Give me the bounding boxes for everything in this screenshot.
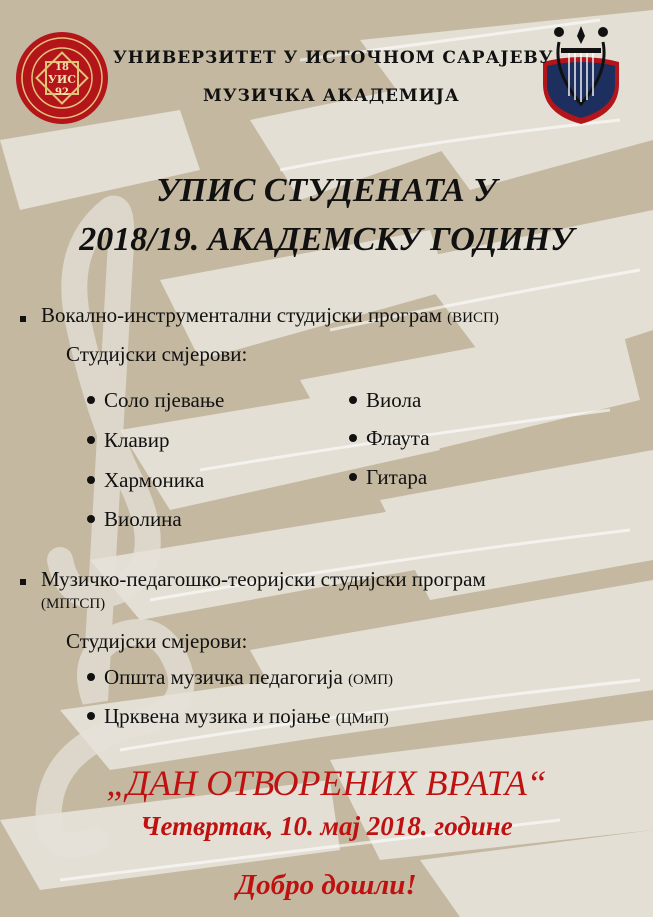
university-name: УНИВЕРЗИТЕТ У ИСТОЧНОМ САРАЈЕВУ bbox=[113, 48, 554, 68]
direction-item: Гитара bbox=[349, 465, 427, 490]
lyre-crest-logo bbox=[539, 22, 623, 128]
bullet-dot bbox=[87, 396, 95, 404]
program2-bullet bbox=[20, 579, 26, 585]
program1-abbr: (ВИСП) bbox=[447, 310, 499, 326]
program2-name: Музичко-педагошко-теоријски студијски програм bbox=[41, 567, 486, 591]
direction-item: Црквена музика и појање (ЦМиП) bbox=[87, 704, 389, 729]
bullet-dot bbox=[87, 673, 95, 681]
svg-text:18: 18 bbox=[55, 62, 69, 73]
program2-directions-label: Студијски смјерови: bbox=[66, 629, 248, 653]
program1-heading bbox=[41, 303, 499, 328]
program1-name: Вокално-инструментални студијски програм bbox=[41, 303, 442, 327]
bullet-dot bbox=[349, 396, 357, 404]
svg-text:92: 92 bbox=[55, 87, 69, 98]
bullet-dot bbox=[87, 515, 95, 523]
direction-item: Хармоника bbox=[87, 468, 204, 493]
bullet-dot bbox=[87, 476, 95, 484]
title-line-2: 2018/19. АКАДЕМСКУ ГОДИНУ bbox=[79, 221, 574, 258]
bullet-dot bbox=[87, 712, 95, 720]
university-seal-logo bbox=[14, 30, 110, 126]
program1-bullet bbox=[20, 316, 26, 322]
open-day-title: „ДАН ОТВОРЕНИХ ВРАТА“ bbox=[106, 763, 547, 803]
program1-directions-label: Студијски смјерови: bbox=[66, 342, 248, 366]
direction-item: Флаута bbox=[349, 426, 430, 451]
direction-item: Виолина bbox=[87, 507, 182, 532]
event-date: Четвртак, 10. мај 2018. године bbox=[140, 811, 513, 841]
bullet-dot bbox=[87, 436, 95, 444]
direction-item: Клавир bbox=[87, 428, 169, 453]
direction-item: Општа музичка педагогија (ОМП) bbox=[87, 665, 393, 690]
title-line-1: УПИС СТУДЕНАТА У bbox=[156, 172, 497, 209]
bullet-dot bbox=[349, 473, 357, 481]
bullet-dot bbox=[349, 434, 357, 442]
program2-abbr: (МПТСП) bbox=[41, 596, 106, 612]
direction-item: Соло пјевање bbox=[87, 388, 224, 413]
academy-name: МУЗИЧКА АКАДЕМИЈА bbox=[203, 86, 460, 106]
direction-item: Виола bbox=[349, 388, 421, 413]
svg-text:УИС: УИС bbox=[47, 73, 77, 86]
welcome-text: Добро дошли! bbox=[236, 869, 417, 901]
